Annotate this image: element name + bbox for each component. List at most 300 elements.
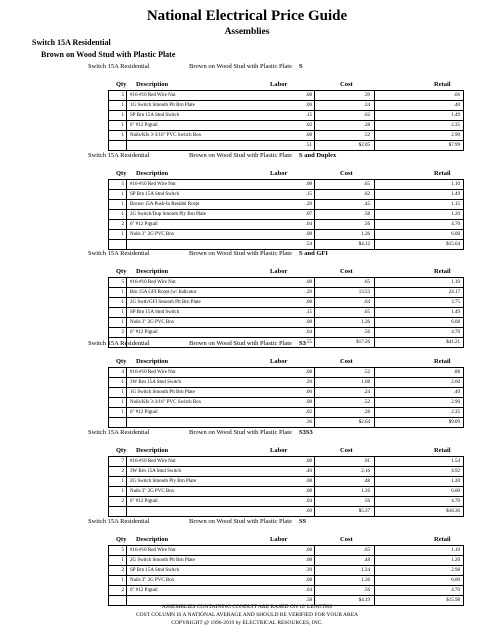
table-rule bbox=[374, 367, 375, 428]
qty-cell: 1 bbox=[121, 578, 124, 583]
description-cell: #16-#10 Red Wire Nut bbox=[130, 280, 176, 285]
qty-cell: 1 bbox=[121, 410, 124, 415]
description-header: Description bbox=[136, 170, 169, 177]
assembly-name: Switch 15A Residential bbox=[88, 63, 150, 70]
cost-cell: 1.26 bbox=[361, 320, 370, 325]
description-cell: Nails 3" 2G PVC Box bbox=[130, 578, 175, 583]
total-labor: .51 bbox=[305, 143, 312, 148]
qty-cell: 7 bbox=[121, 459, 124, 464]
table-rule bbox=[463, 277, 464, 348]
labor-header: Labor bbox=[270, 358, 288, 365]
qty-header: Qty bbox=[116, 268, 127, 275]
footer bbox=[0, 603, 494, 627]
table-rule bbox=[374, 277, 375, 348]
table-rule bbox=[126, 545, 127, 606]
labor-cell: .40 bbox=[305, 469, 312, 474]
table-rule bbox=[463, 90, 464, 151]
labor-cell: .04 bbox=[305, 222, 312, 227]
labor-cell: .02 bbox=[305, 123, 312, 128]
labor-cell: .07 bbox=[305, 212, 312, 217]
footer-line-2: COST COLUMN IS A NATIONAL AVERAGE AND SHOULD BE VERIFIED FOR YOUR AREA bbox=[135, 612, 359, 618]
qty-cell: 5 bbox=[121, 280, 124, 285]
table-rule bbox=[314, 90, 315, 151]
table-rule bbox=[314, 367, 315, 428]
assembly-type: S3S3 bbox=[299, 429, 313, 436]
retail-cell: 1.20 bbox=[451, 558, 460, 563]
retail-cell: 2.90 bbox=[451, 133, 460, 138]
table-row bbox=[108, 377, 463, 387]
table-rule bbox=[314, 179, 315, 250]
description-cell: 3W Brn 15A Stnd Switch bbox=[130, 469, 182, 474]
table-row bbox=[108, 110, 463, 120]
description-cell: #16-#10 Red Wire Nut bbox=[130, 548, 176, 553]
retail-cell: 1.49 bbox=[451, 113, 460, 118]
assembly-name: Switch 15A Residential bbox=[88, 250, 150, 257]
total-cost: $2.64 bbox=[358, 420, 370, 425]
table-row bbox=[108, 476, 463, 486]
description-header: Description bbox=[136, 536, 169, 543]
assembly-finish: Brown on Wood Stud with Plastic Plate bbox=[189, 429, 292, 436]
assembly-type: S and Duplex bbox=[299, 152, 337, 159]
assembly-table bbox=[108, 277, 463, 348]
table-rule bbox=[126, 456, 127, 517]
qty-cell: 1 bbox=[121, 479, 124, 484]
cost-header: Cost bbox=[340, 81, 353, 88]
table-row bbox=[108, 120, 463, 130]
labor-cell: .20 bbox=[305, 290, 312, 295]
description-cell: 6" #12 Pigtail bbox=[130, 330, 158, 335]
cost-cell: 13.53 bbox=[358, 290, 370, 295]
table-row bbox=[108, 585, 463, 595]
assembly-finish: Brown on Wood Stud with Plastic Plate bbox=[189, 63, 292, 70]
table-rule bbox=[108, 90, 109, 151]
cost-cell: .24 bbox=[363, 103, 370, 108]
labor-cell: .04 bbox=[305, 588, 312, 593]
total-labor: .36 bbox=[305, 420, 312, 425]
cost-header: Cost bbox=[340, 447, 353, 454]
table-row bbox=[108, 130, 463, 140]
qty-cell: 5 bbox=[121, 182, 124, 187]
retail-cell: 4.70 bbox=[451, 222, 460, 227]
retail-cell: 1.49 bbox=[451, 192, 460, 197]
table-row bbox=[108, 209, 463, 219]
total-labor: .54 bbox=[305, 242, 312, 247]
section-heading: Brown on Wood Stud with Plastic Plate bbox=[41, 50, 176, 59]
total-row bbox=[108, 140, 463, 151]
table-row bbox=[108, 100, 463, 110]
description-cell: SP Brn 15A Stnd Switch bbox=[130, 568, 180, 573]
table-row bbox=[108, 545, 463, 555]
qty-cell: 2 bbox=[121, 222, 124, 227]
retail-cell: 1.10 bbox=[451, 280, 460, 285]
assembly-table bbox=[108, 179, 463, 250]
cost-cell: .39 bbox=[363, 93, 370, 98]
labor-cell: .06 bbox=[305, 103, 312, 108]
table-row bbox=[108, 277, 463, 287]
cost-header: Cost bbox=[340, 170, 353, 177]
labor-cell: .08 bbox=[305, 93, 312, 98]
retail-cell: 24.17 bbox=[448, 290, 460, 295]
table-row bbox=[108, 327, 463, 337]
labor-cell: .08 bbox=[305, 400, 312, 405]
labor-cell: .04 bbox=[305, 330, 312, 335]
assembly-name: Switch 15A Residential bbox=[88, 429, 150, 436]
retail-cell: 4.70 bbox=[451, 588, 460, 593]
total-row bbox=[108, 239, 463, 250]
total-labor: .58 bbox=[305, 598, 312, 603]
description-cell: Brn 15A GFI Rcept (w/ Indicator bbox=[130, 290, 197, 295]
cost-cell: .56 bbox=[363, 499, 370, 504]
description-cell: 2G Switch/Dup Smooth Ply Brn Plate bbox=[130, 212, 206, 217]
assembly-name: Switch 15A Residential bbox=[88, 340, 150, 347]
qty-cell: 2 bbox=[121, 588, 124, 593]
table-row bbox=[108, 496, 463, 506]
cost-cell: .56 bbox=[363, 588, 370, 593]
labor-cell: .08 bbox=[305, 548, 312, 553]
table-row bbox=[108, 565, 463, 575]
cost-cell: .48 bbox=[363, 558, 370, 563]
qty-cell: 1 bbox=[121, 400, 124, 405]
description-cell: 2G Switch Smooth Ply Brn Plate bbox=[130, 479, 196, 484]
qty-cell: 2 bbox=[121, 469, 124, 474]
labor-cell: .30 bbox=[305, 568, 312, 573]
labor-cell: .08 bbox=[305, 320, 312, 325]
labor-cell: .15 bbox=[305, 192, 312, 197]
qty-cell: 2 bbox=[121, 568, 124, 573]
retail-cell: 2.35 bbox=[451, 123, 460, 128]
retail-cell: 4.70 bbox=[451, 330, 460, 335]
cost-cell: 1.26 bbox=[361, 578, 370, 583]
table-row bbox=[108, 367, 463, 377]
labor-header: Labor bbox=[270, 536, 288, 543]
retail-cell: 1.20 bbox=[451, 479, 460, 484]
description-cell: 2G Swth/GFI Smooth Plt Brn Plate bbox=[130, 300, 201, 305]
table-rule bbox=[374, 90, 375, 151]
table-rule bbox=[463, 456, 464, 517]
table-row bbox=[108, 179, 463, 189]
description-cell: 6" #12 Pigtail bbox=[130, 499, 158, 504]
retail-cell: 1.20 bbox=[451, 212, 460, 217]
qty-cell: 1 bbox=[121, 290, 124, 295]
labor-header: Labor bbox=[270, 81, 288, 88]
table-row bbox=[108, 486, 463, 496]
cost-cell: .58 bbox=[363, 212, 370, 217]
labor-cell: .08 bbox=[305, 479, 312, 484]
total-cost: $2.05 bbox=[358, 143, 370, 148]
cost-cell: .65 bbox=[363, 182, 370, 187]
table-row bbox=[108, 307, 463, 317]
total-cost: $4.12 bbox=[358, 242, 370, 247]
page-subtitle: Assemblies bbox=[224, 27, 270, 37]
description-cell: 6" #12 Pigtail bbox=[130, 410, 158, 415]
description-header: Description bbox=[136, 81, 169, 88]
description-cell: #16-#10 Red Wire Nut bbox=[130, 459, 176, 464]
labor-cell: .08 bbox=[305, 489, 312, 494]
labor-cell: .02 bbox=[305, 410, 312, 415]
table-row bbox=[108, 466, 463, 476]
category-heading: Switch 15A Residential bbox=[32, 38, 111, 47]
retail-header: Retail bbox=[434, 170, 451, 177]
total-retail: $18.36 bbox=[446, 509, 460, 514]
description-header: Description bbox=[136, 268, 169, 275]
table-row bbox=[108, 387, 463, 397]
cost-cell: .65 bbox=[363, 548, 370, 553]
qty-cell: 1 bbox=[121, 310, 124, 315]
description-cell: 6" #12 Pigtail bbox=[130, 222, 158, 227]
qty-cell: 1 bbox=[121, 558, 124, 563]
description-header: Description bbox=[136, 358, 169, 365]
retail-cell: .66 bbox=[453, 93, 460, 98]
labor-cell: .08 bbox=[305, 232, 312, 237]
labor-cell: .06 bbox=[305, 390, 312, 395]
assembly-finish: Brown on Wood Stud with Plastic Plate bbox=[189, 518, 292, 525]
description-cell: 1G Switch Smooth Plt Brn Plate bbox=[130, 103, 195, 108]
qty-cell: 1 bbox=[121, 103, 124, 108]
cost-cell: .62 bbox=[363, 192, 370, 197]
cost-cell: .24 bbox=[363, 390, 370, 395]
table-rule bbox=[108, 545, 109, 606]
cost-cell: 1.24 bbox=[361, 568, 370, 573]
assembly-type: S3 bbox=[299, 340, 306, 347]
table-rule bbox=[314, 545, 315, 606]
retail-cell: 6.00 bbox=[451, 489, 460, 494]
retail-cell: 4.70 bbox=[451, 499, 460, 504]
description-cell: #16-#10 Red Wire Nut bbox=[130, 182, 176, 187]
qty-header: Qty bbox=[116, 358, 127, 365]
description-cell: #16-#10 Red Wire Nut bbox=[130, 93, 176, 98]
qty-cell: 1 bbox=[121, 390, 124, 395]
assembly-name: Switch 15A Residential bbox=[88, 518, 150, 525]
labor-header: Labor bbox=[270, 170, 288, 177]
retail-cell: 4.92 bbox=[451, 469, 460, 474]
retail-cell: 3.75 bbox=[451, 300, 460, 305]
description-cell: Nails 3" 2G PVC Box bbox=[130, 320, 175, 325]
retail-header: Retail bbox=[434, 268, 451, 275]
table-rule bbox=[374, 456, 375, 517]
table-row bbox=[108, 90, 463, 100]
cost-cell: .91 bbox=[363, 459, 370, 464]
table-rule bbox=[108, 277, 109, 348]
cost-cell: .45 bbox=[363, 202, 370, 207]
labor-cell: .15 bbox=[305, 113, 312, 118]
qty-cell: 4 bbox=[121, 370, 124, 375]
cost-cell: .56 bbox=[363, 330, 370, 335]
qty-cell: 1 bbox=[121, 320, 124, 325]
table-row bbox=[108, 456, 463, 466]
table-rule bbox=[314, 456, 315, 517]
assembly-table bbox=[108, 456, 463, 517]
cost-cell: .28 bbox=[363, 123, 370, 128]
table-rule bbox=[374, 545, 375, 606]
qty-cell: 1 bbox=[121, 300, 124, 305]
description-cell: 6" #12 Pigtail bbox=[130, 588, 158, 593]
description-cell: Brown 15A Push-In Residnl Rcept bbox=[130, 202, 200, 207]
labor-cell: .20 bbox=[305, 202, 312, 207]
qty-cell: 1 bbox=[121, 113, 124, 118]
qty-cell: 1 bbox=[121, 133, 124, 138]
table-rule bbox=[463, 367, 464, 428]
table-row bbox=[108, 199, 463, 209]
retail-header: Retail bbox=[434, 536, 451, 543]
cost-cell: .65 bbox=[363, 310, 370, 315]
description-cell: SP Brn 15A Stnd Switch bbox=[130, 113, 180, 118]
qty-cell: 1 bbox=[121, 489, 124, 494]
assembly-table bbox=[108, 367, 463, 428]
labor-cell: .08 bbox=[305, 578, 312, 583]
retail-cell: 2.35 bbox=[451, 410, 460, 415]
total-retail: $9.09 bbox=[448, 420, 460, 425]
footer-line-3: COPYRIGHT @ 1996-2019 by ELECTRICAL RESOURCES, INC. bbox=[171, 620, 323, 626]
cost-header: Cost bbox=[340, 536, 353, 543]
total-row bbox=[108, 506, 463, 517]
table-row bbox=[108, 575, 463, 585]
qty-cell: 1 bbox=[121, 380, 124, 385]
qty-cell: 1 bbox=[121, 202, 124, 207]
cost-cell: .65 bbox=[363, 280, 370, 285]
description-cell: Nails/Kfs 3-3/16" PVC Switch Box bbox=[130, 133, 202, 138]
cost-cell: 1.26 bbox=[361, 489, 370, 494]
table-rule bbox=[126, 277, 127, 348]
total-row bbox=[108, 417, 463, 428]
labor-cell: .08 bbox=[305, 370, 312, 375]
cost-header: Cost bbox=[340, 358, 353, 365]
qty-cell: 5 bbox=[121, 548, 124, 553]
total-labor: .60 bbox=[305, 509, 312, 514]
labor-cell: .08 bbox=[305, 133, 312, 138]
table-rule bbox=[374, 179, 375, 250]
table-row bbox=[108, 219, 463, 229]
description-cell: 3W Brn 15A Stnd Switch bbox=[130, 380, 182, 385]
total-retail: $15.98 bbox=[446, 598, 460, 603]
description-header: Description bbox=[136, 447, 169, 454]
cost-cell: .64 bbox=[363, 300, 370, 305]
cost-cell: .28 bbox=[363, 410, 370, 415]
labor-cell: .08 bbox=[305, 280, 312, 285]
table-rule bbox=[108, 456, 109, 517]
page-title: National Electrical Price Guide bbox=[146, 8, 348, 24]
retail-cell: 6.00 bbox=[451, 232, 460, 237]
labor-header: Labor bbox=[270, 268, 288, 275]
table-row bbox=[108, 189, 463, 199]
qty-cell: 1 bbox=[121, 232, 124, 237]
labor-cell: .20 bbox=[305, 380, 312, 385]
qty-header: Qty bbox=[116, 536, 127, 543]
description-cell: Nails 3" 2G PVC Box bbox=[130, 489, 175, 494]
table-row bbox=[108, 229, 463, 239]
labor-cell: .04 bbox=[305, 499, 312, 504]
retail-cell: 2.60 bbox=[451, 380, 460, 385]
table-rule bbox=[463, 179, 464, 250]
retail-cell: 1.49 bbox=[451, 310, 460, 315]
cost-cell: 2.16 bbox=[361, 469, 370, 474]
qty-cell: 1 bbox=[121, 123, 124, 128]
qty-header: Qty bbox=[116, 447, 127, 454]
description-cell: #16-#10 Red Wire Nut bbox=[130, 370, 176, 375]
description-cell: Nails 3" 2G PVC Box bbox=[130, 232, 175, 237]
table-rule bbox=[108, 179, 109, 250]
assembly-table bbox=[108, 545, 463, 606]
retail-cell: 2.90 bbox=[451, 400, 460, 405]
labor-cell: .08 bbox=[305, 459, 312, 464]
description-cell: 1G Switch Smooth Plt Brn Plate bbox=[130, 390, 195, 395]
table-rule bbox=[126, 367, 127, 428]
cost-cell: 1.26 bbox=[361, 232, 370, 237]
table-row bbox=[108, 297, 463, 307]
footer-line-1: ASSEMBLIES CONTAINING CONDUIT ARE BASED ON 10' LENGTHS bbox=[161, 604, 333, 610]
qty-cell: 1 bbox=[121, 192, 124, 197]
total-cost: $5.37 bbox=[358, 509, 370, 514]
total-retail: $7.99 bbox=[448, 143, 460, 148]
assembly-finish: Brown on Wood Stud with Plastic Plate bbox=[189, 250, 292, 257]
cost-cell: .52 bbox=[363, 133, 370, 138]
assembly-type: S and GFI bbox=[299, 250, 328, 257]
table-rule bbox=[126, 90, 127, 151]
retail-cell: 1.54 bbox=[451, 459, 460, 464]
cost-header: Cost bbox=[340, 268, 353, 275]
assembly-type: SS bbox=[299, 518, 307, 525]
labor-cell: .08 bbox=[305, 182, 312, 187]
table-rule bbox=[108, 367, 109, 428]
qty-cell: 1 bbox=[121, 212, 124, 217]
total-retail: $15.64 bbox=[446, 242, 460, 247]
retail-cell: 1.15 bbox=[451, 202, 460, 207]
assembly-table bbox=[108, 90, 463, 151]
retail-header: Retail bbox=[434, 447, 451, 454]
description-cell: 6" #12 Pigtail bbox=[130, 123, 158, 128]
labor-cell: .15 bbox=[305, 310, 312, 315]
description-cell: 2G Switch Smooth Plt Brn Plate bbox=[130, 558, 195, 563]
table-row bbox=[108, 407, 463, 417]
total-cost: $17.26 bbox=[356, 340, 370, 345]
retail-cell: 6.00 bbox=[451, 578, 460, 583]
qty-cell: 5 bbox=[121, 93, 124, 98]
table-row bbox=[108, 287, 463, 297]
cost-cell: .62 bbox=[363, 113, 370, 118]
retail-cell: 2.98 bbox=[451, 568, 460, 573]
cost-cell: .56 bbox=[363, 222, 370, 227]
table-rule bbox=[126, 179, 127, 250]
retail-header: Retail bbox=[434, 358, 451, 365]
total-labor: .55 bbox=[305, 340, 312, 345]
retail-cell: .40 bbox=[453, 103, 460, 108]
cost-cell: .48 bbox=[363, 479, 370, 484]
qty-cell: 2 bbox=[121, 499, 124, 504]
table-rule bbox=[463, 545, 464, 606]
labor-cell: .08 bbox=[305, 300, 312, 305]
retail-cell: 6.08 bbox=[451, 320, 460, 325]
qty-header: Qty bbox=[116, 170, 127, 177]
assembly-name: Switch 15A Residential bbox=[88, 152, 150, 159]
total-retail: $41.21 bbox=[446, 340, 460, 345]
description-cell: SP Brn 15A Stnd Switch bbox=[130, 310, 180, 315]
retail-cell: 1.10 bbox=[451, 548, 460, 553]
table-row bbox=[108, 555, 463, 565]
qty-header: Qty bbox=[116, 81, 127, 88]
labor-cell: .08 bbox=[305, 558, 312, 563]
table-row bbox=[108, 317, 463, 327]
retail-header: Retail bbox=[434, 81, 451, 88]
cost-cell: .52 bbox=[363, 400, 370, 405]
cost-cell: .52 bbox=[363, 370, 370, 375]
labor-header: Labor bbox=[270, 447, 288, 454]
cost-cell: 1.08 bbox=[361, 380, 370, 385]
retail-cell: .40 bbox=[453, 390, 460, 395]
total-cost: $4.19 bbox=[358, 598, 370, 603]
table-rule bbox=[314, 277, 315, 348]
table-row bbox=[108, 397, 463, 407]
assembly-finish: Brown on Wood Stud with Plastic Plate bbox=[189, 152, 292, 159]
assembly-finish: Brown on Wood Stud with Plastic Plate bbox=[189, 340, 292, 347]
